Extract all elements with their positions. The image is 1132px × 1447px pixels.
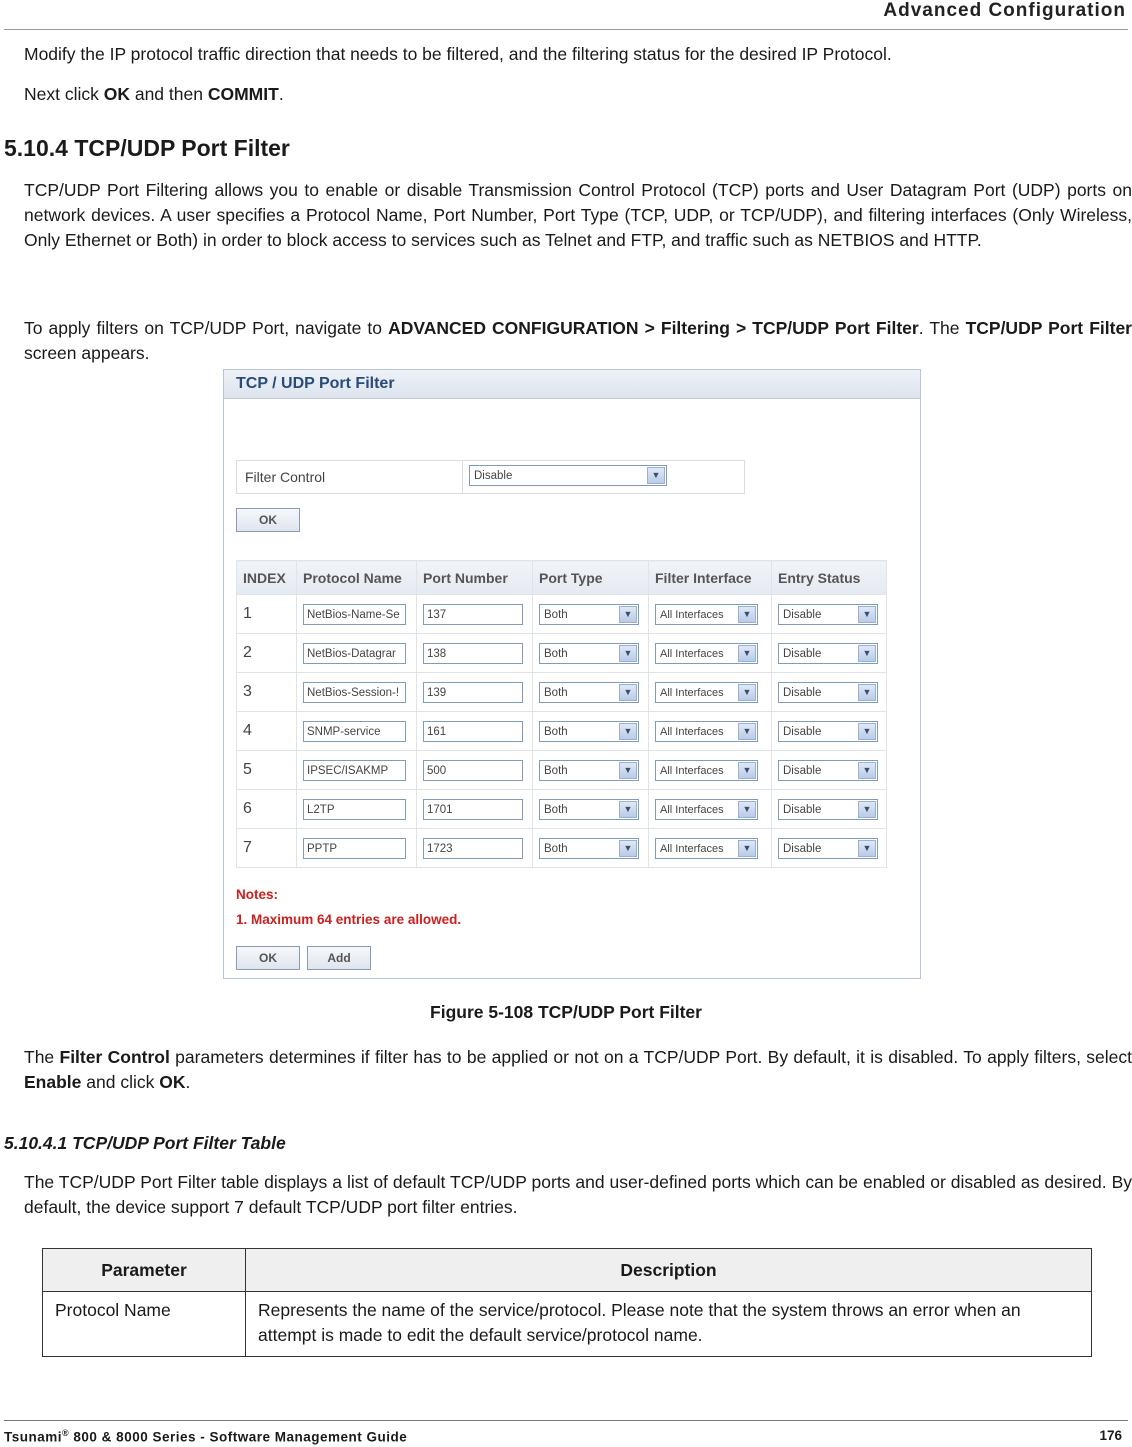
port-number-input (417, 673, 533, 712)
protocol-name-field[interactable]: L2TP (303, 799, 406, 820)
header-rule (4, 29, 1128, 30)
entry-status-cell (772, 673, 887, 712)
section-paragraph-2: To apply filters on TCP/UDP Port, navigate to ADVANCED CONFIGURATION > Filtering > TCP/UDP Port Filter. The TCP/UDP Port Filter screen appears. (24, 318, 1132, 363)
entry-status-select[interactable]: Disable ▼ (778, 682, 878, 703)
port-number-field[interactable]: 161 (423, 721, 523, 742)
protocol-name-field[interactable]: SNMP-service (303, 721, 406, 742)
subsection-heading: 5.10.4.1 TCP/UDP Port Filter Table (4, 1133, 286, 1153)
chevron-down-icon: ▼ (647, 467, 665, 484)
port-type-cell (533, 751, 649, 790)
entry-status-cell (772, 790, 887, 829)
row-index: 1 (237, 595, 297, 634)
col-entry-status: Entry Status (772, 561, 887, 595)
filter-control-row (236, 460, 745, 494)
notes-item-1: 1. Maximum 64 entries are allowed. (236, 912, 462, 927)
table-row (237, 751, 887, 790)
port-number-field[interactable]: 137 (423, 604, 523, 625)
table-row (43, 1292, 1092, 1357)
page-number: 176 (1099, 1428, 1122, 1443)
param-col-description: Description (246, 1249, 1092, 1292)
running-header: Advanced Configuration (883, 0, 1126, 21)
entry-status-select[interactable]: Disable ▼ (778, 760, 878, 781)
protocol-name-field[interactable]: NetBios-Session-! (303, 682, 406, 703)
port-number-input (417, 712, 533, 751)
entry-status-cell (772, 595, 887, 634)
subsection-paragraph: The TCP/UDP Port Filter table displays a list of default TCP/UDP ports and user-defined ports which can be enabled or disabled as desired. By default, the device support 7 default TCP/UDP port filter entries. (24, 1172, 1132, 1217)
port-number-field[interactable]: 139 (423, 682, 523, 703)
chevron-down-icon: ▼ (858, 840, 876, 857)
protocol-name-field[interactable]: NetBios-Name-Se (303, 604, 406, 625)
port-number-input (417, 790, 533, 829)
row-index: 5 (237, 751, 297, 790)
chevron-down-icon: ▼ (858, 684, 876, 701)
row-index: 4 (237, 712, 297, 751)
entry-status-select[interactable]: Disable ▼ (778, 604, 878, 625)
col-port-type: Port Type (533, 561, 649, 595)
chevron-down-icon: ▼ (619, 762, 637, 779)
param-header-row (43, 1249, 1092, 1292)
chevron-down-icon: ▼ (858, 762, 876, 779)
filter-interface-select[interactable]: All Interfaces ▼ (655, 604, 758, 625)
table-row (237, 634, 887, 673)
col-protocol-name: Protocol Name (297, 561, 417, 595)
port-number-field[interactable]: 1723 (423, 838, 523, 859)
chevron-down-icon: ▼ (738, 684, 756, 701)
port-type-select[interactable]: Both ▼ (539, 799, 639, 820)
divider (462, 461, 463, 493)
chevron-down-icon: ▼ (619, 840, 637, 857)
filter-interface-select[interactable]: All Interfaces ▼ (655, 643, 758, 664)
port-type-cell (533, 634, 649, 673)
section-heading: 5.10.4 TCP/UDP Port Filter (4, 135, 290, 161)
chevron-down-icon: ▼ (738, 840, 756, 857)
notes-title: Notes: (236, 887, 279, 902)
figure-caption: Figure 5-108 TCP/UDP Port Filter (430, 1002, 702, 1022)
intro-line-1: Modify the IP protocol traffic direction that needs to be filtered, and the filtering status for the desired IP Protocol. (24, 44, 892, 64)
param-col-parameter: Parameter (43, 1249, 246, 1292)
filter-control-paragraph: The Filter Control parameters determines if filter has to be applied or not on a TCP/UDP Port. By default, it is disabled. To apply filters, select Enable and click OK. (24, 1047, 1132, 1092)
port-number-input (417, 829, 533, 868)
filter-interface-cell (649, 790, 772, 829)
port-type-select[interactable]: Both ▼ (539, 682, 639, 703)
chevron-down-icon: ▼ (619, 723, 637, 740)
port-filter-screenshot (223, 369, 921, 979)
protocol-name-field[interactable]: IPSEC/ISAKMP (303, 760, 406, 781)
ok-button-bottom[interactable]: OK (236, 946, 300, 970)
port-type-cell (533, 829, 649, 868)
chevron-down-icon: ▼ (738, 606, 756, 623)
table-row (237, 829, 887, 868)
protocol-name-field[interactable]: NetBios-Datagrar (303, 643, 406, 664)
port-filter-table (236, 560, 887, 868)
port-type-select[interactable]: Both ▼ (539, 604, 639, 625)
chevron-down-icon: ▼ (738, 723, 756, 740)
entry-status-cell (772, 712, 887, 751)
chevron-down-icon: ▼ (738, 645, 756, 662)
protocol-name-input (297, 712, 417, 751)
port-number-input (417, 595, 533, 634)
entry-status-cell (772, 751, 887, 790)
table-row (237, 595, 887, 634)
chevron-down-icon: ▼ (858, 606, 876, 623)
filter-interface-cell (649, 595, 772, 634)
add-button[interactable]: Add (307, 946, 371, 970)
table-row (237, 712, 887, 751)
row-index: 6 (237, 790, 297, 829)
protocol-name-input (297, 751, 417, 790)
port-type-cell (533, 595, 649, 634)
filter-interface-select[interactable]: All Interfaces ▼ (655, 682, 758, 703)
port-number-field[interactable]: 1701 (423, 799, 523, 820)
port-type-select[interactable]: Both ▼ (539, 838, 639, 859)
row-index: 3 (237, 673, 297, 712)
filter-interface-select[interactable]: All Interfaces ▼ (655, 721, 758, 742)
filter-interface-select[interactable]: All Interfaces ▼ (655, 799, 758, 820)
col-filter-interface: Filter Interface (649, 561, 772, 595)
entry-status-cell (772, 829, 887, 868)
filter-control-label: Filter Control (245, 469, 326, 485)
port-type-select[interactable]: Both ▼ (539, 643, 639, 664)
notes (236, 882, 461, 932)
protocol-name-input (297, 634, 417, 673)
chevron-down-icon: ▼ (619, 684, 637, 701)
intro-line-2: Next click OK and then COMMIT. (24, 84, 284, 104)
filter-interface-cell (649, 673, 772, 712)
chevron-down-icon: ▼ (619, 606, 637, 623)
port-number-field[interactable]: 138 (423, 643, 523, 664)
filter-interface-cell (649, 751, 772, 790)
filter-interface-cell (649, 712, 772, 751)
chevron-down-icon: ▼ (858, 801, 876, 818)
entry-status-cell (772, 634, 887, 673)
row-index: 2 (237, 634, 297, 673)
footer-title: Tsunami® 800 & 8000 Series - Software Management Guide (4, 1428, 408, 1445)
port-type-select[interactable]: Both ▼ (539, 721, 639, 742)
filter-control-select[interactable]: Disable ▼ (469, 465, 667, 486)
entry-status-select[interactable]: Disable ▼ (778, 838, 878, 859)
param-name-cell: Protocol Name (43, 1292, 246, 1357)
table-row (237, 673, 887, 712)
entry-status-select[interactable]: Disable ▼ (778, 721, 878, 742)
port-type-cell (533, 790, 649, 829)
parameter-table (42, 1248, 1092, 1357)
col-port-number: Port Number (417, 561, 533, 595)
chevron-down-icon: ▼ (619, 645, 637, 662)
protocol-name-input (297, 595, 417, 634)
chevron-down-icon: ▼ (619, 801, 637, 818)
filter-interface-cell (649, 634, 772, 673)
protocol-name-field[interactable]: PPTP (303, 838, 406, 859)
chevron-down-icon: ▼ (858, 645, 876, 662)
footer-rule (4, 1420, 1128, 1421)
filter-interface-cell (649, 829, 772, 868)
table-row (237, 790, 887, 829)
port-number-field[interactable]: 500 (423, 760, 523, 781)
protocol-name-input (297, 829, 417, 868)
ok-button-top[interactable]: OK (236, 508, 300, 532)
param-desc-cell: Represents the name of the service/protocol. Please note that the system throws an error when an attempt is made to edit the default service/protocol name. (246, 1292, 1092, 1357)
row-index: 7 (237, 829, 297, 868)
port-type-select[interactable]: Both ▼ (539, 760, 639, 781)
protocol-name-input (297, 790, 417, 829)
col-index: INDEX (237, 561, 297, 595)
entry-status-select[interactable]: Disable ▼ (778, 799, 878, 820)
filter-interface-select[interactable]: All Interfaces ▼ (655, 760, 758, 781)
port-type-cell (533, 673, 649, 712)
port-type-cell (533, 712, 649, 751)
protocol-name-input (297, 673, 417, 712)
screen-title: TCP / UDP Port Filter (224, 370, 920, 399)
table-header-row (237, 561, 887, 595)
entry-status-select[interactable]: Disable ▼ (778, 643, 878, 664)
section-paragraph-1: TCP/UDP Port Filtering allows you to enable or disable Transmission Control Protocol (TCP) ports and User Datagram Port (UDP) ports on network devices. A user specifies a Protocol Name, Port Number, Port Type (TCP, UDP, or TCP/UDP), and filtering interfaces (Only Wireless, Only Ethernet or Both) in order to block access to services such as Telnet and FTP, and traffic such as NETBIOS and HTTP. (24, 180, 1132, 250)
chevron-down-icon: ▼ (858, 723, 876, 740)
port-number-input (417, 751, 533, 790)
filter-interface-select[interactable]: All Interfaces ▼ (655, 838, 758, 859)
chevron-down-icon: ▼ (738, 801, 756, 818)
chevron-down-icon: ▼ (738, 762, 756, 779)
port-number-input (417, 634, 533, 673)
